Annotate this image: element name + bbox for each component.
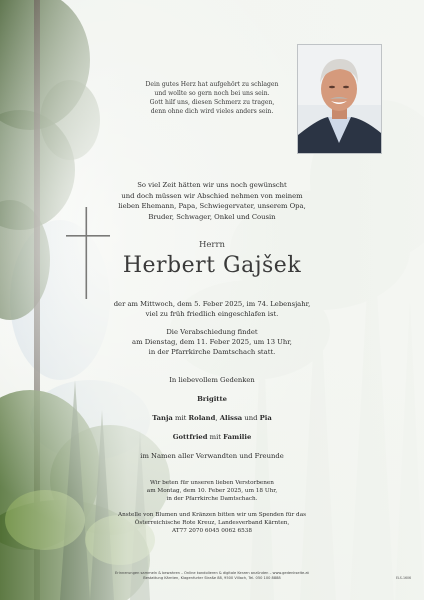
family-name: Roland <box>188 414 216 422</box>
family-name: Familie <box>223 433 252 441</box>
deceased-name: Herbert Gajšek <box>122 253 302 278</box>
family-line-tanja <box>92 413 332 423</box>
memory-heading: In liebevollem Gedenken <box>169 376 255 384</box>
poem <box>126 80 298 116</box>
salutation: Herrn <box>198 240 226 250</box>
family-line-brigitte <box>92 394 332 404</box>
connector-text: , <box>215 414 220 422</box>
footer-line: Erinnerungen sammeln & bewahren – Online kondolieren & digitale Kerzen anzünden – www.gedenkseite.at <box>115 571 309 575</box>
intro-line: So viel Zeit hätten wir uns noch gewünscht <box>137 181 287 189</box>
farewell-line: am Dienstag, dem 11. Feber 2025, um 13 Uhr, <box>132 338 292 346</box>
intro-line: und doch müssen wir Abschied nehmen von meinem <box>121 191 303 200</box>
intro-line: Bruder, Schwager, Onkel und Cousin <box>148 212 276 221</box>
connector-text: und <box>242 414 260 422</box>
donation-line: Österreichische Rote Kreuz, Landesverband Kärnten, <box>134 520 290 526</box>
intro-text <box>92 180 332 222</box>
prayer-line: in der Pfarrkirche Damtschach. <box>166 496 258 502</box>
donation-line: Anstelle von Blumen und Kränzen bitten wir um Spenden für das <box>117 512 306 518</box>
footer-line: Bestattung Kärnten, Klagenfurter Straße 88, 9500 Villach, Tel. 050 100 8888 <box>143 576 281 581</box>
poem-line: Gott hilf uns, diesen Schmerz zu tragen, <box>149 99 275 106</box>
footer <box>50 571 374 581</box>
intro-line: lieben Ehemann, Papa, Schwiegervater, unserem Opa, <box>118 202 306 210</box>
farewell-line: in der Pfarrkirche Damtschach statt. <box>148 348 276 356</box>
farewell-notice <box>92 327 332 357</box>
connector-text: mit <box>172 414 189 422</box>
death-line: der am Mittwoch, dem 5. Feber 2025, im 74. Lebensjahr, <box>113 300 311 308</box>
relatives-line: im Namen aller Verwandten und Freunde <box>140 452 284 460</box>
donation-notice <box>92 511 332 535</box>
prayer-line: Wir beten für unseren lieben Verstorbenen <box>150 480 274 486</box>
prayer-notice <box>92 479 332 503</box>
portrait-photo <box>297 44 382 154</box>
poem-line: Dein gutes Herz hat aufgehört zu schlagen <box>145 81 279 88</box>
document-code: ELS-1606 <box>396 576 412 580</box>
poem-line: und wollte so gern noch bei uns sein. <box>154 90 270 97</box>
family-name: Brigitte <box>197 395 227 403</box>
family-name: Pia <box>259 414 272 422</box>
death-notice <box>92 299 332 319</box>
prayer-line: am Montag, dem 10. Feber 2025, um 18 Uhr, <box>146 488 278 494</box>
family-name: Gottfried <box>172 433 208 441</box>
family-name: Tanja <box>152 414 173 422</box>
poem-line: denn ohne dich wird vieles anders sein. <box>150 108 274 115</box>
family-line-gottfried <box>92 432 332 442</box>
donation-line: AT77 2070 6045 0062 6538 <box>172 528 252 534</box>
connector-text: mit <box>207 433 224 441</box>
family-name: Alissa <box>219 414 243 422</box>
death-line: viel zu früh friedlich eingeschlafen ist. <box>145 310 279 318</box>
farewell-line: Die Verabschiedung findet <box>166 328 258 336</box>
